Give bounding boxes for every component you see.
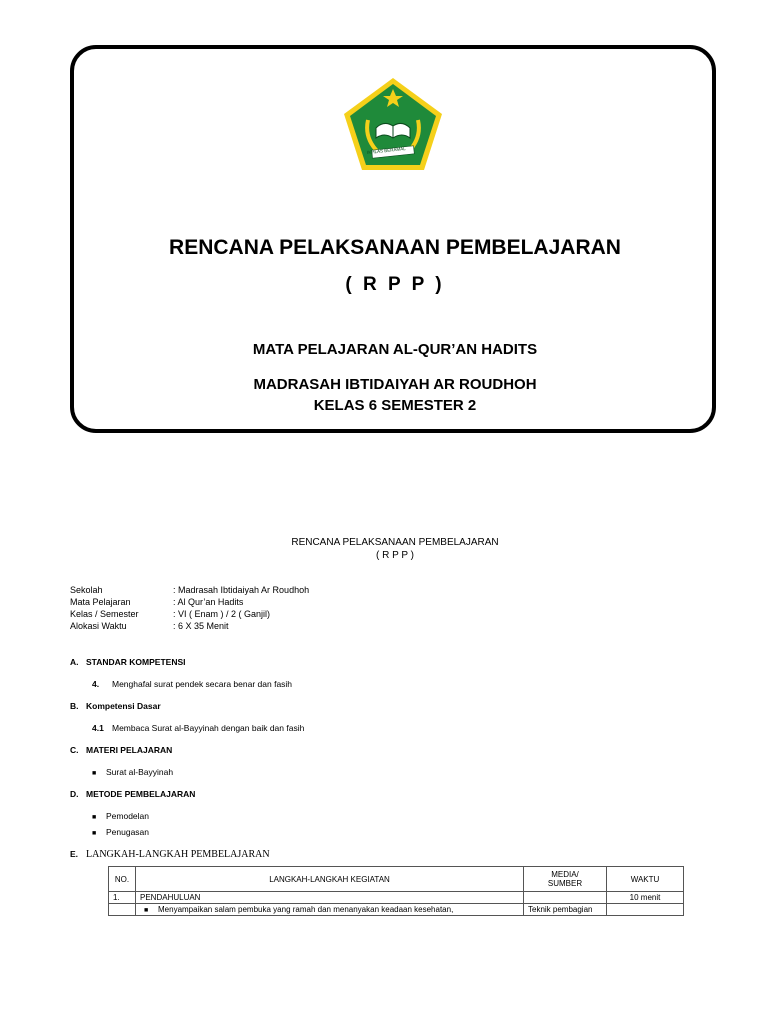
cover-title: RENCANA PELAKSANAAN PEMBELAJARAN [169, 236, 621, 259]
section-letter: D. [70, 789, 79, 799]
section-letter: E. [70, 849, 79, 859]
section-b-item [92, 723, 304, 733]
section-d-bullet-2 [92, 827, 149, 837]
identity-key: Mata Pelajaran [70, 597, 131, 607]
logo-text: IKHLAS BERAMAL [366, 145, 406, 156]
section-letter: A. [70, 657, 79, 667]
cell-time [607, 904, 684, 916]
item-text: Membaca Surat al-Bayyinah dengan baik dan fasih [112, 723, 305, 733]
header-media [524, 867, 607, 892]
section-title: METODE PEMBELAJARAN [86, 789, 196, 799]
cover-subtitle: ( R P P ) [345, 274, 445, 295]
identity-value: : Madrasah Ibtidaiyah Ar Roudhoh [173, 585, 310, 595]
identity-key: Sekolah [70, 585, 103, 595]
doc-title: RENCANA PELAKSANAAN PEMBELAJARAN [291, 537, 499, 548]
cover-subject: MATA PELAJARAN AL-QUR’AN HADITS [252, 341, 538, 358]
bullet-icon: ■ [144, 907, 149, 914]
table-header-row [109, 867, 684, 892]
bullet-text: Surat al-Bayyinah [106, 767, 174, 777]
cover-school: MADRASAH IBTIDAIYAH AR ROUDHOH [253, 376, 537, 393]
cell-time: 10 menit [607, 892, 684, 904]
bullet-text: Pemodelan [106, 811, 150, 821]
section-a-heading [70, 657, 186, 667]
section-title: Kompetensi Dasar [86, 701, 161, 711]
cell-media: Teknik pembagian [524, 904, 607, 916]
header-no: NO. [109, 867, 136, 892]
section-d-heading [70, 789, 195, 799]
header-media-line-2: SUMBER [547, 879, 583, 888]
cell-activity: PENDAHULUAN [136, 892, 524, 904]
section-c-bullet [92, 767, 173, 777]
section-d-bullet-1 [92, 811, 149, 821]
cell-activity-text: Menyampaikan salam pembuka yang ramah dan menanyakan keadaan kesehatan, [158, 905, 454, 914]
bullet-icon: ■ [92, 814, 97, 821]
bullet-icon: ■ [92, 770, 97, 777]
doc-subtitle: ( R P P ) [376, 550, 414, 561]
section-letter: C. [70, 745, 79, 755]
identity-value: : VI ( Enam ) / 2 ( Ganjil) [173, 609, 271, 619]
table-row [109, 904, 684, 916]
cover-class: KELAS 6 SEMESTER 2 [313, 397, 477, 414]
steps-table [108, 866, 684, 916]
item-text: Menghafal surat pendek secara benar dan fasih [112, 679, 293, 689]
section-b-heading [70, 701, 161, 711]
section-c-heading [70, 745, 172, 755]
header-steps: LANGKAH-LANGKAH KEGIATAN [136, 867, 524, 892]
item-number: 4.1 [92, 723, 104, 733]
section-title: LANGKAH-LANGKAH PEMBELAJARAN [86, 849, 270, 860]
identity-value: : 6 X 35 Menit [173, 621, 229, 631]
table-row [109, 892, 684, 904]
bullet-icon: ■ [92, 830, 97, 837]
identity-key: Alokasi Waktu [70, 621, 127, 631]
section-letter: B. [70, 701, 79, 711]
item-number: 4. [92, 679, 100, 689]
cell-no [109, 904, 136, 916]
section-a-item [92, 679, 292, 689]
identity-value: : Al Qur’an Hadits [173, 597, 244, 607]
section-e-heading [70, 849, 270, 860]
header-media-line-1: MEDIA/ [551, 870, 579, 879]
cell-activity [136, 904, 524, 916]
bullet-text: Penugasan [106, 827, 150, 837]
kemenag-logo-icon [342, 76, 444, 172]
section-title: MATERI PELAJARAN [86, 745, 173, 755]
identity-key: Kelas / Semester [70, 609, 139, 619]
cell-media [524, 892, 607, 904]
section-title: STANDAR KOMPETENSI [86, 657, 186, 667]
header-time: WAKTU [607, 867, 684, 892]
cell-no: 1. [109, 892, 136, 904]
